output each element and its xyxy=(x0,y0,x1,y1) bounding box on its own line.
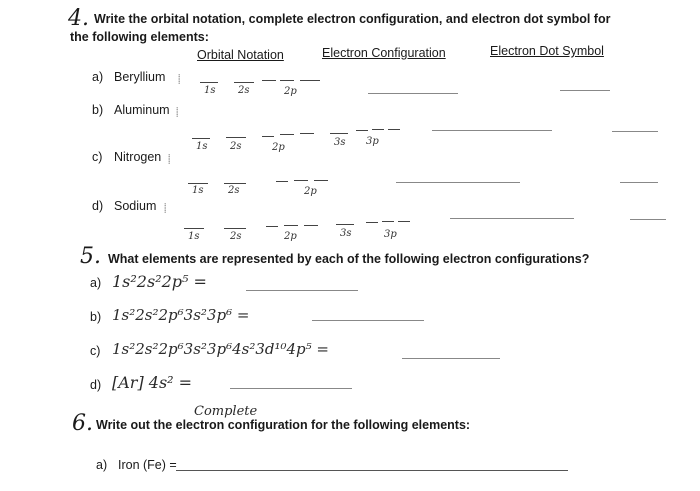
element-b-mark: ⸽ xyxy=(176,107,179,117)
orbital-box-line xyxy=(294,180,308,181)
orbital-label-2p: 2p xyxy=(284,86,297,97)
question-5-number: 5. xyxy=(80,244,101,269)
q5-item-c-config: 1s²2s²2p⁶3s²3p⁶4s²3d¹⁰4p⁵ = xyxy=(112,340,330,358)
orbital-label-2s: 2s xyxy=(238,85,250,96)
q5-answer-line xyxy=(246,290,358,291)
orbital-label-3p: 3p xyxy=(366,136,379,147)
orbital-label-2s: 2s xyxy=(230,231,242,242)
orbital-label-2p: 2p xyxy=(272,142,285,153)
orbital-label-1s: 1s xyxy=(196,141,208,152)
orbital-box-line xyxy=(188,183,208,184)
q5-item-d-label: d) xyxy=(90,378,102,392)
q5-item-d-config: [Ar] 4s² = xyxy=(112,373,193,392)
element-d-name: Sodium xyxy=(114,199,157,213)
q6-answer-line xyxy=(176,470,568,471)
orbital-box-line xyxy=(262,136,274,137)
orbital-box-line xyxy=(224,183,246,184)
element-c-mark: ⸽ xyxy=(168,154,171,164)
orbital-label-1s: 1s xyxy=(188,231,200,242)
element-a-mark: ⸽ xyxy=(178,74,181,84)
config-answer-line xyxy=(450,218,574,219)
orbital-box-line xyxy=(284,225,298,226)
question-4-text-line2: the following elements: xyxy=(70,30,209,44)
config-answer-line xyxy=(396,182,520,183)
orbital-label-3p: 3p xyxy=(384,229,397,240)
dot-answer-line xyxy=(612,131,658,132)
element-a-label: a) xyxy=(92,70,104,84)
q6-item-a-label: a) xyxy=(96,458,108,472)
question-4-text-line1: Write the orbital notation, complete electron configuration, and electron dot symbol for xyxy=(94,12,611,26)
q5-answer-line xyxy=(312,320,424,321)
orbital-label-3s: 3s xyxy=(334,137,346,148)
question-5-text: What elements are represented by each of the following electron configurations? xyxy=(108,252,590,266)
orbital-label-2s: 2s xyxy=(230,141,242,152)
orbital-label-2p: 2p xyxy=(304,186,317,197)
element-b-label: b) xyxy=(92,103,104,117)
element-d-label: d) xyxy=(92,199,104,213)
orbital-box-line xyxy=(366,222,378,223)
orbital-box-line xyxy=(226,137,246,138)
orbital-box-line xyxy=(304,225,318,226)
orbital-box-line xyxy=(266,226,278,227)
orbital-label-1s: 1s xyxy=(204,85,216,96)
q5-item-b-label: b) xyxy=(90,310,102,324)
question-6-number: 6. xyxy=(72,411,93,436)
dot-answer-line xyxy=(630,219,666,220)
question-4-number: 4. xyxy=(68,6,89,31)
config-answer-line xyxy=(432,130,552,131)
orbital-box-line xyxy=(388,129,400,130)
orbital-box-line xyxy=(356,130,368,131)
header-electron-configuration: Electron Configuration xyxy=(322,46,446,60)
element-b-name: Aluminum xyxy=(114,103,170,117)
orbital-label-2p: 2p xyxy=(284,231,297,242)
question-6-text: Write out the electron configuration for the following elements: xyxy=(96,418,471,432)
q5-answer-line xyxy=(402,358,500,359)
header-electron-dot-symbol: Electron Dot Symbol xyxy=(490,44,604,58)
q5-item-b-config: 1s²2s²2p⁶3s²3p⁶ = xyxy=(112,306,250,324)
orbital-box-line xyxy=(192,138,210,139)
question-6-annotation: Complete xyxy=(194,404,258,419)
dot-answer-line xyxy=(560,90,610,91)
dot-answer-line xyxy=(620,182,658,183)
element-d-mark: ⸽ xyxy=(164,203,167,213)
orbital-box-line xyxy=(330,133,348,134)
orbital-label-1s: 1s xyxy=(192,185,204,196)
orbital-box-line xyxy=(372,129,384,130)
header-orbital-notation: Orbital Notation xyxy=(197,48,284,62)
orbital-box-line xyxy=(262,80,276,81)
q6-item-a-name: Iron (Fe) = xyxy=(118,458,177,472)
orbital-box-line xyxy=(382,221,394,222)
orbital-box-line xyxy=(280,134,294,135)
q5-item-a-label: a) xyxy=(90,276,102,290)
orbital-box-line xyxy=(200,82,218,83)
orbital-box-line xyxy=(300,133,314,134)
q5-item-c-label: c) xyxy=(90,344,101,358)
orbital-box-line xyxy=(398,221,410,222)
orbital-box-line xyxy=(234,82,254,83)
orbital-box-line xyxy=(224,228,246,229)
element-a-name: Beryllium xyxy=(114,70,166,84)
element-c-label: c) xyxy=(92,150,103,164)
orbital-box-line xyxy=(280,80,294,81)
element-c-name: Nitrogen xyxy=(114,150,162,164)
q5-answer-line xyxy=(230,388,352,389)
orbital-box-line xyxy=(276,181,288,182)
orbital-label-2s: 2s xyxy=(228,185,240,196)
config-answer-line xyxy=(368,93,458,94)
orbital-label-3s: 3s xyxy=(340,228,352,239)
q5-item-a-config: 1s²2s²2p⁵ = xyxy=(112,272,207,291)
orbital-box-line xyxy=(184,228,204,229)
orbital-box-line xyxy=(300,80,320,81)
orbital-box-line xyxy=(314,180,328,181)
orbital-box-line xyxy=(336,224,354,225)
